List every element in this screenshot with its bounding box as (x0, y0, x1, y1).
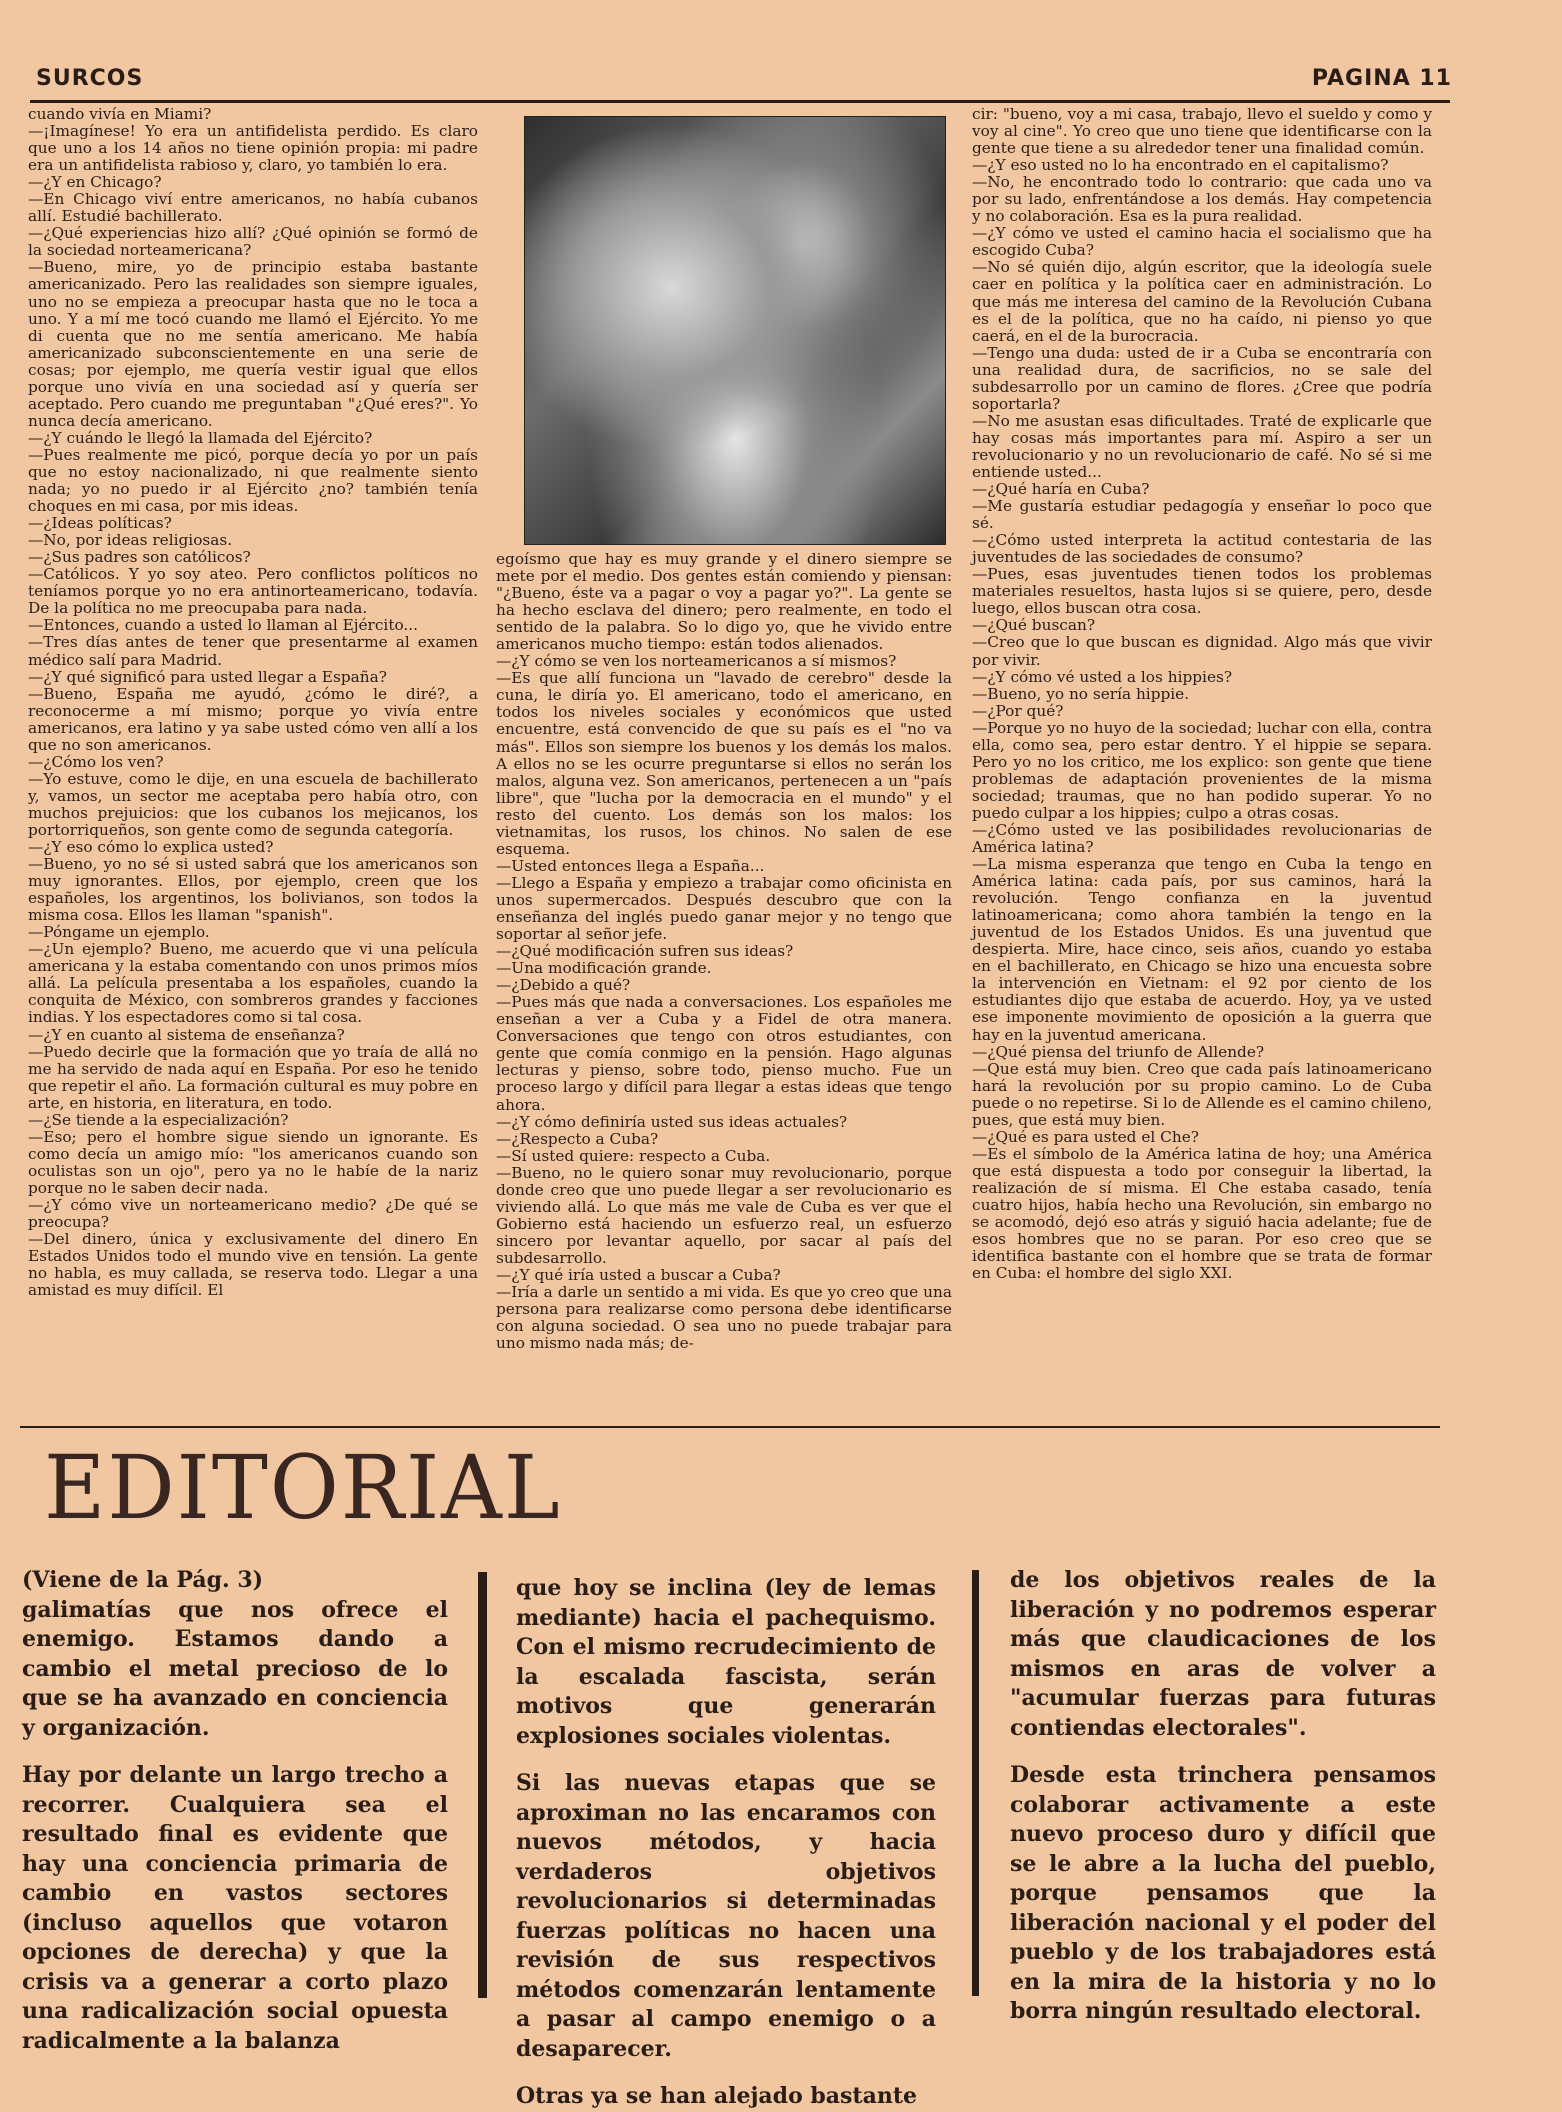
editorial-column-3 (1010, 1566, 1436, 2066)
editorial-paragraph: Si las nuevas etapas que se aproximan no las encaramos con nuevos métodos, y hacia verdaderos objetivos revolucionarios si determinadas fuerzas políticas no hacen una revisión de sus respectivos métodos comenzarán lentamente a pasar al campo enemigo o a desaparecer. (516, 1770, 936, 2062)
editorial-title: EDITORIAL (44, 1436, 562, 1539)
interview-text-1: cuando vivía en Miami? —¡Imagínese! Yo era un antifidelista perdido. Es claro que uno a los 14 años no tiene opinión propia: mi padre era un antifidelista rabioso y, claro, yo también lo era. —¿Y en Chicago? —En Chicago viví entre americanos, no había cubanos allí. Estudié bachillerato. —¿Qué experiencias hizo allí? ¿Qué opinión se formó de la sociedad norteamericana? —Bueno, mire, yo de principio estaba bastante americanizado. Pero las realidades son siempre iguales, uno no se empieza a preocupar hasta que no le toca a uno. Y a mí me tocó cuando me llamó el Ejército. Yo me di cuenta que no me sentía americano. Me había americanizado subconscientemente en una serie de cosas; por ejemplo, me quería vestir igual que ellos porque uno vivía en una sociedad así y quería ser aceptado. Pero cuando me preguntaban "¿Qué eres?". Yo nunca decía americano. —¿Y cuándo le llegó la llamada del Ejército? —Pues realmente me picó, porque decía yo por un país que no estoy nacionalizado, ni que realmente siento nada; yo no puedo ir al Ejército ¿no? también tenía choques en mi casa, por mis ideas. —¿Ideas políticas? —No, por ideas religiosas. —¿Sus padres son católicos? —Católicos. Y yo soy ateo. Pero conflictos políticos no teníamos porque yo no era antinorteamericano, todavía. De la política no me preocupaba para nada. —Entonces, cuando a usted lo llaman al Ejército... —Tres días antes de tener que presentarme al examen médico salí para Madrid. —¿Y qué significó para usted llegar a España? —Bueno, España me ayudó, ¿cómo le diré?, a reconocerme a mí mismo; porque yo vivía entre americanos, era latino y ya sabe usted cómo ven allí a los que no son americanos. —¿Cómo los ven? —Yo estuve, como le dije, en una escuela de bachillerato y, vamos, un sector me aceptaba pero había otro, con muchos prejuicios: que los cubanos los mejicanos, los portorriqueños, son gente como de segunda categoría. —¿Y eso cómo lo explica usted? —Bueno, yo no sé si usted sabrá que los americanos son muy ignorantes. Ellos, por ejemplo, creen que los españoles, los argentinos, los bolivianos, son todos la misma cosa. Ellos les llaman "spanish". —Póngame un ejemplo. —¿Un ejemplo? Bueno, me acuerdo que vi una película americana y la estaba comentando con unos primos míos allá. La película presentaba a los españoles, cuando la conquita de México, con sombreros grandes y facciones indias. Y los espectadores como si tal cosa. —¿Y en cuanto al sistema de enseñanza? —Puedo decirle que la formación que yo traía de allá no me ha servido de nada aquí en España. Por eso he tenido que repetir el año. La formación cultural es muy pobre en arte, en historia, en literatura, en todo. —¿Se tiende a la especialización? —Eso; pero el hombre sigue siendo un ignorante. Es como decía un amigo mío: "los americanos cuando son oculistas son un ojo", pero ya no le habíe de la nariz porque no le saben decir nada. —¿Y cómo vive un norteamericano medio? ¿De qué se preocupa? —Del dinero, única y exclusivamente del dinero En Estados Unidos todo el mundo vive en tensión. La gente no habla, es muy callada, se reserva todo. Llegar a una amistad es muy difícil. El (28, 105, 478, 1300)
interview-text-2: egoísmo que hay es muy grande y el dinero siempre se mete por el medio. Dos gentes están comiendo y piensan: "¿Bueno, éste va a pagar o voy a pagar yo?". La gente se ha hecho esclava del dinero; pero realmente, en todo el sentido de la palabra. So lo digo yo, que he vivido entre americanos mucho tiempo: están todos alienados. —¿Y cómo se ven los norteamericanos a sí mismos? —Es que allí funciona un "lavado de cerebro" desde la cuna, le diría yo. El americano, todo el americano, en todos los niveles sociales y económicos que usted encuentre, está convencido de que su país es el "no va más". Ellos son siempre los buenos y los demás los malos. A ellos no se les ocurre preguntarse si ellos no serán los malos, alguna vez. Son americanos, pertenecen a un "país libre", que "lucha por la democracia en el mundo" y el resto del cuento. Los demás son los malos: los vietnamitas, los rusos, los chinos. No salen de ese esquema. —Usted entonces llega a España... —Llego a España y empiezo a trabajar como oficinista en unos supermercados. Después descubro que con la enseñanza del inglés puedo ganar mejor y no tengo que soportar al señor jefe. —¿Qué modificación sufren sus ideas? —Una modificación grande. —¿Debido a qué? —Pues más que nada a conversaciones. Los españoles me enseñan a ver a Cuba y a Fidel de otra manera. Conversaciones que tengo con otros estudiantes, con gente que comía conmigo en la pensión. Hago algunas lecturas y pienso, sobre todo, pienso mucho. Fue un proceso largo y difícil para llegar a estas ideas que tengo ahora. —¿Y cómo definiría usted sus ideas actuales? —¿Respecto a Cuba? —Sí usted quiere: respecto a Cuba. —Bueno, no le quiero sonar muy revolucionario, porque donde creo que uno puede llegar a ser revolucionario es viviendo allá. Lo que más me vale de Cuba es ver que el Gobierno está haciendo un esfuerzo real, un esfuerzo sincero por levantar aquello, por sacar al país del subdesarrollo. —¿Y qué iría usted a buscar a Cuba? —Iría a darle un sentido a mi vida. Es que yo creo que una persona para realizarse como persona debe identificarse con alguna sociedad. O sea uno no puede trabajar para uno mismo nada más; de- (496, 550, 952, 1353)
editorial-paragraph: Desde esta trinchera pensamos colaborar activamente a este nuevo proceso duro y difícil que se le abre a la lucha del pueblo, porque pensamos que la liberación nacional y el poder del pueblo y de los trabajadores está en la mira de la historia y no lo borra ningún resultado electoral. (1010, 1762, 1436, 2024)
interview-column-2 (496, 551, 952, 1406)
editorial-paragraph: Hay por delante un largo trecho a recorrer. Cualquiera sea el resultado final es evidente que hay una conciencia primaria de cambio en vastos sectores (incluso aquellos que votaron opciones de derecha) y que la crisis va a generar a corto plazo una radicalización social opuesta radicalmente a la balanza (22, 1762, 448, 2054)
column-divider-bar (972, 1570, 979, 1996)
editorial-column-1 (22, 1566, 448, 2066)
editorial-paragraph: (Viene de la Pág. 3) galimatías que nos ofrece el enemigo. Estamos dando a cambio el metal precioso de lo que se ha avanzado en conciencia y organización. (22, 1567, 448, 1741)
column-divider-bar (478, 1572, 487, 1998)
section-rule (20, 1426, 1440, 1428)
masthead-left: SURCOS (36, 66, 144, 91)
interview-column-1 (28, 106, 478, 1406)
interview-column-3 (972, 106, 1432, 1406)
editorial-paragraph: Otras ya se han alejado bastante (516, 2083, 917, 2109)
editorial-column-2 (516, 1574, 936, 2109)
editorial-paragraph: que hoy se inclina (ley de lemas mediante) hacia el pachequismo. Con el mismo recrudecimiento de la escalada fascista, serán motivos que generarán explosiones sociales violentas. (516, 1575, 936, 1749)
interview-photo (524, 116, 946, 545)
top-rule (30, 100, 1450, 103)
interview-text-3: cir: "bueno, voy a mi casa, trabajo, llevo el sueldo y como y voy al cine". Yo creo que uno tiene que identificarse con la gente que tiene a su alrededor tener una finalidad común. —¿Y eso usted no lo ha encontrado en el capitalismo? —No, he encontrado todo lo contrario: que cada uno va por su lado, enfrentándose a los demás. Hay competencia y no colaboración. Esa es la pura realidad. —¿Y cómo ve usted el camino hacia el socialismo que ha escogido Cuba? —No sé quién dijo, algún escritor, que la ideología suele caer en política y la política caer en administración. Lo que más me interesa del camino de la Revolución Cubana es el de la política, que no ha caído, ni pienso yo que caerá, en el de la burocracia. —Tengo una duda: usted de ir a Cuba se encontraría con una realidad dura, de sacrificios, no se sale del subdesarrollo por un camino de flores. ¿Cree que podría soportarla? —No me asustan esas dificultades. Traté de explicarle que hay cosas más importantes para mí. Aspiro a ser un revolucionario y no un revolucionario de café. No sé si me entiende usted... —¿Qué haría en Cuba? —Me gustaría estudiar pedagogía y enseñar lo poco que sé. —¿Cómo usted interpreta la actitud contestaria de las juventudes de las sociedades de consumo? —Pues, esas juventudes tienen todos los problemas materiales resueltos, hasta lujos si se quiere, pero, desde luego, ellos buscan otra cosa. —¿Qué buscan? —Creo que lo que buscan es dignidad. Algo más que vivir por vivir. —¿Y cómo vé usted a los hippies? —Bueno, yo no sería hippie. —¿Por qué? —Porque yo no huyo de la sociedad; luchar con ella, contra ella, como sea, pero estar dentro. Y el hippie se separa. Pero yo no los critico, me los explico: son gente que tiene problemas de adaptación provenientes de la misma sociedad; traumas, que no han podido superar. Yo no puedo culpar a los hippies; culpo a otras cosas. —¿Cómo usted ve las posibilidades revolucionarias de América latina? —La misma esperanza que tengo en Cuba la tengo en América latina: cada país, por sus caminos, hará la revolución. Tengo confianza en la juventud latinoamericana; como ahora también la tengo en la juventud de los Estados Unidos. Es una juventud que despierta. Mire, hace cinco, seis años, cuando yo estaba en el bachillerato, en Chicago se hizo una encuesta sobre la intervención en Vietnam: el 92 por ciento de los estudiantes dijo que estaba de acuerdo. Hoy, ya ve usted ese imponente movimiento de oposición a la guerra que hay en la juventud americana. —¿Qué piensa del triunfo de Allende? —Que está muy bien. Creo que cada país latinoamericano hará la revolución por su propio camino. Lo de Cuba puede o no repetirse. Si lo de Allende es el camino chileno, pues, que está muy bien. —¿Qué es para usted el Che? —Es el símbolo de la América latina de hoy; una América que está dispuesta a todo por conseguir la libertad, la realización de sí misma. El Che estaba casado, tenía cuatro hijos, había hecho una Revolución, sin embargo no se acomodó, dejó eso atrás y siguió hacia adelante; fue de esos hombres que no se paran. Por eso creo que se identifica bastante con el hombre que se trata de formar en Cuba: el hombre del siglo XXI. (972, 105, 1432, 1283)
editorial-paragraph: de los objetivos reales de la liberación y no podremos esperar más que claudicaciones de los mismos en aras de volver a "acumular fuerzas para futuras contiendas electorales". (1010, 1567, 1436, 1741)
page-number: PAGINA 11 (1311, 66, 1452, 91)
